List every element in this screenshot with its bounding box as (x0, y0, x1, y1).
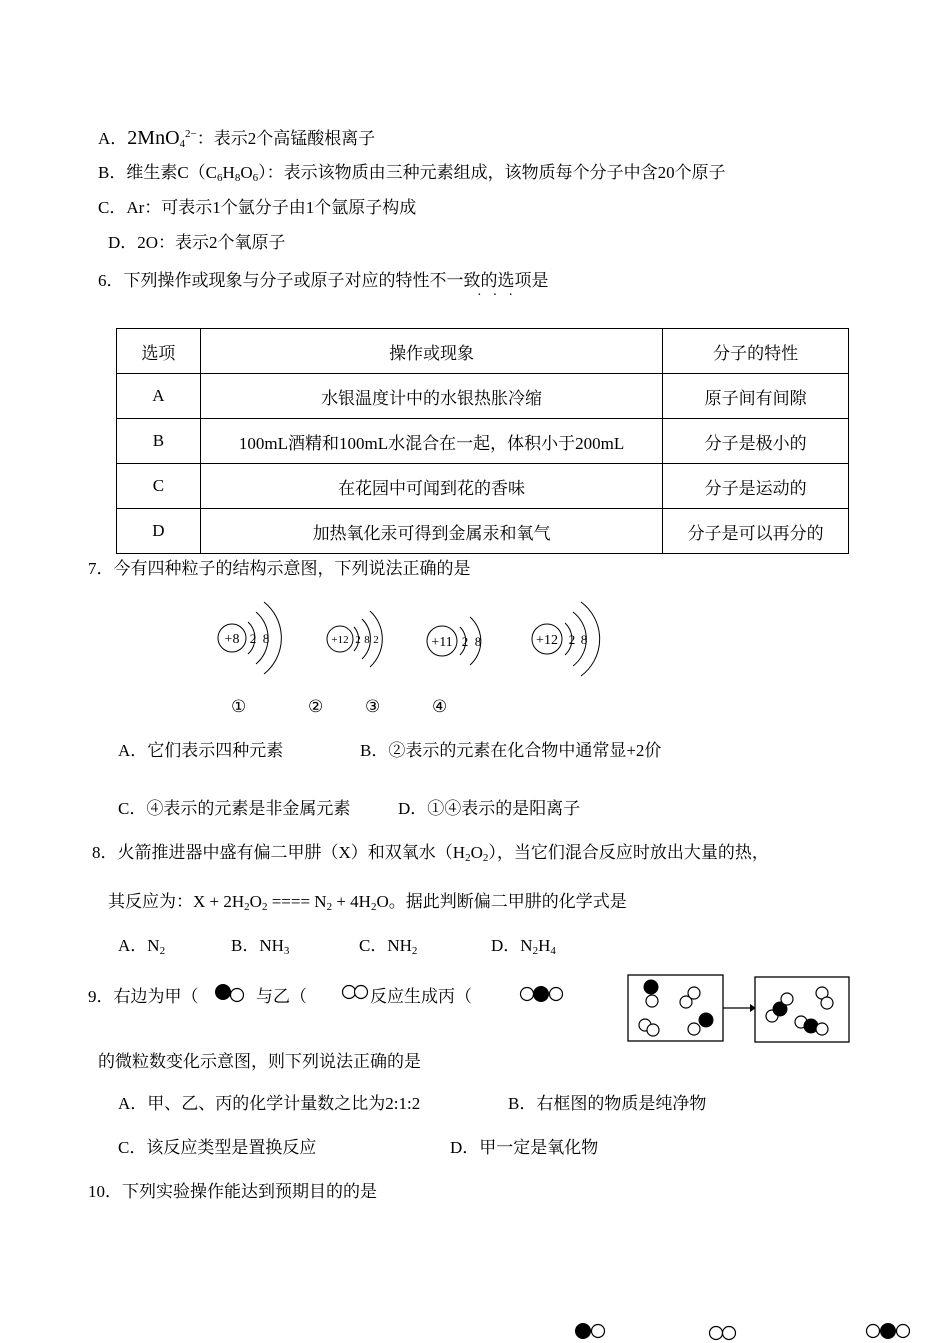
atom-diagram-3 (420, 605, 500, 675)
table-header-cell: 分子的特性 (663, 329, 849, 374)
q8-line-1: 8．火箭推进器中盛有偏二甲肼（X）和双氧水$(H_2O_2)$，当它们混合反应时放出大量的热， (92, 843, 769, 864)
table-cell: 原子间有间隙 (663, 374, 849, 419)
q6-stem: 6．下列操作或现象与分子或原子对应的特性不一致的选项是 (98, 271, 549, 290)
table-cell: C (117, 464, 201, 509)
q9-stem-part-3: 反应生成丙（ (370, 987, 472, 1006)
table-row (117, 374, 849, 419)
q8-option-a: A．$N_2$ (118, 936, 166, 957)
diagram-label-4: ④ (432, 697, 448, 716)
q5-option-a: A．2MnO$_4^{2-}$：表示2个高锰酸根离子 (98, 127, 376, 150)
q6-table (116, 328, 849, 554)
q5-option-d: D．2O：表示2个氧原子 (108, 233, 286, 252)
q8-line-2: 其反应为：$X + 2H_2O_2$ ==== $N_2 + 4H_2O$。据此判断偏二甲肼的化学式是 (108, 892, 627, 913)
table-cell: 分子是极小的 (663, 419, 849, 464)
atom-diagram-2 (320, 605, 400, 675)
q7-option-b: B．②表示的元素在化合物中通常显+2价 (360, 741, 662, 760)
shell-electrons: 8 (262, 631, 270, 646)
diagram-label-1: ① (231, 697, 247, 716)
molecule-bing-icon (519, 984, 569, 1004)
table-cell: 分子是运动的 (663, 464, 849, 509)
table-cell: B (117, 419, 201, 464)
q8-option-d: D．$N_2H_4$ (491, 936, 556, 957)
nucleus-charge: +12 (331, 634, 349, 646)
table-cell: 加热氧化汞可得到金属汞和氧气 (200, 509, 662, 554)
table-cell: 100mL酒精和100mL水混合在一起，体积小于200mL (200, 419, 662, 464)
shell-electrons: 2 (461, 634, 469, 649)
table-row (117, 509, 849, 554)
molecule-jia-icon (214, 983, 250, 1003)
q9-option-b: B．右框图的物质是纯净物 (508, 1094, 707, 1113)
q7-stem: 7．今有四种粒子的结构示意图，下列说法正确的是 (88, 559, 471, 578)
reactant-box (628, 975, 723, 1041)
shell-electrons: 2 (373, 634, 379, 646)
atom-diagram-4 (525, 600, 605, 680)
shell-electrons: 2 (249, 631, 257, 646)
table-cell: A (117, 374, 201, 419)
table-row (117, 464, 849, 509)
q9-stem-part-2: 与乙（ (256, 987, 307, 1006)
table-header-cell: 选项 (117, 329, 201, 374)
diagram-label-3: ③ (365, 697, 381, 716)
q10-stem: 10．下列实验操作能达到预期目的的是 (88, 1182, 377, 1201)
nucleus-charge: +11 (431, 635, 453, 650)
q9-stem-line-2: 的微粒数变化示意图，则下列说法正确的是 (98, 1052, 421, 1071)
diagram-label-2: ② (308, 697, 324, 716)
molecule-jia-icon (574, 1321, 610, 1341)
q8-option-c: C．$NH_2$ (359, 936, 418, 957)
table-cell: 分子是可以再分的 (663, 509, 849, 554)
q9-option-a: A．甲、乙、丙的化学计量数之比为2:1:2 (118, 1094, 421, 1113)
reaction-diagram (626, 973, 852, 1045)
product-box (755, 977, 849, 1042)
table-cell: D (117, 509, 201, 554)
q8-option-b: B．$NH_3$ (231, 936, 290, 957)
emphasis-dots: ··· (477, 288, 524, 303)
shell-electrons: 8 (364, 634, 370, 646)
q5-option-b: B．维生素$C(C_6H_8O_6)$：表示该物质由三种元素组成，该物质每个分子中含20个原子 (98, 163, 726, 184)
table-header-cell: 操作或现象 (200, 329, 662, 374)
table-row (117, 419, 849, 464)
nucleus-charge: +12 (536, 633, 558, 648)
q7-option-a: A．它们表示四种元素 (118, 741, 284, 760)
nucleus-charge: +8 (224, 632, 240, 647)
shell-electrons: 8 (474, 634, 482, 649)
q7-option-c: C．④表示的元素是非金属元素 (118, 799, 351, 818)
table-cell: 在花园中可闻到花的香味 (200, 464, 662, 509)
q9-option-c: C．该反应类型是置换反应 (118, 1138, 317, 1157)
q9-option-d: D．甲一定是氧化物 (450, 1138, 599, 1157)
shell-electrons: 2 (355, 634, 361, 646)
q5-option-c: C．Ar：可表示1个氩分子由1个氩原子构成 (98, 198, 417, 217)
molecule-yi-icon (707, 1323, 741, 1343)
shell-electrons: 2 (568, 632, 576, 647)
atom-diagram-1 (210, 600, 280, 680)
shell-electrons: 8 (580, 632, 588, 647)
table-cell: 水银温度计中的水银热胀冷缩 (200, 374, 662, 419)
table-header-row (117, 329, 849, 374)
q9-stem-part-1: 9．右边为甲（ (88, 987, 199, 1006)
q7-option-d: D．①④表示的是阳离子 (398, 799, 581, 818)
molecule-bing-icon (864, 1321, 916, 1341)
